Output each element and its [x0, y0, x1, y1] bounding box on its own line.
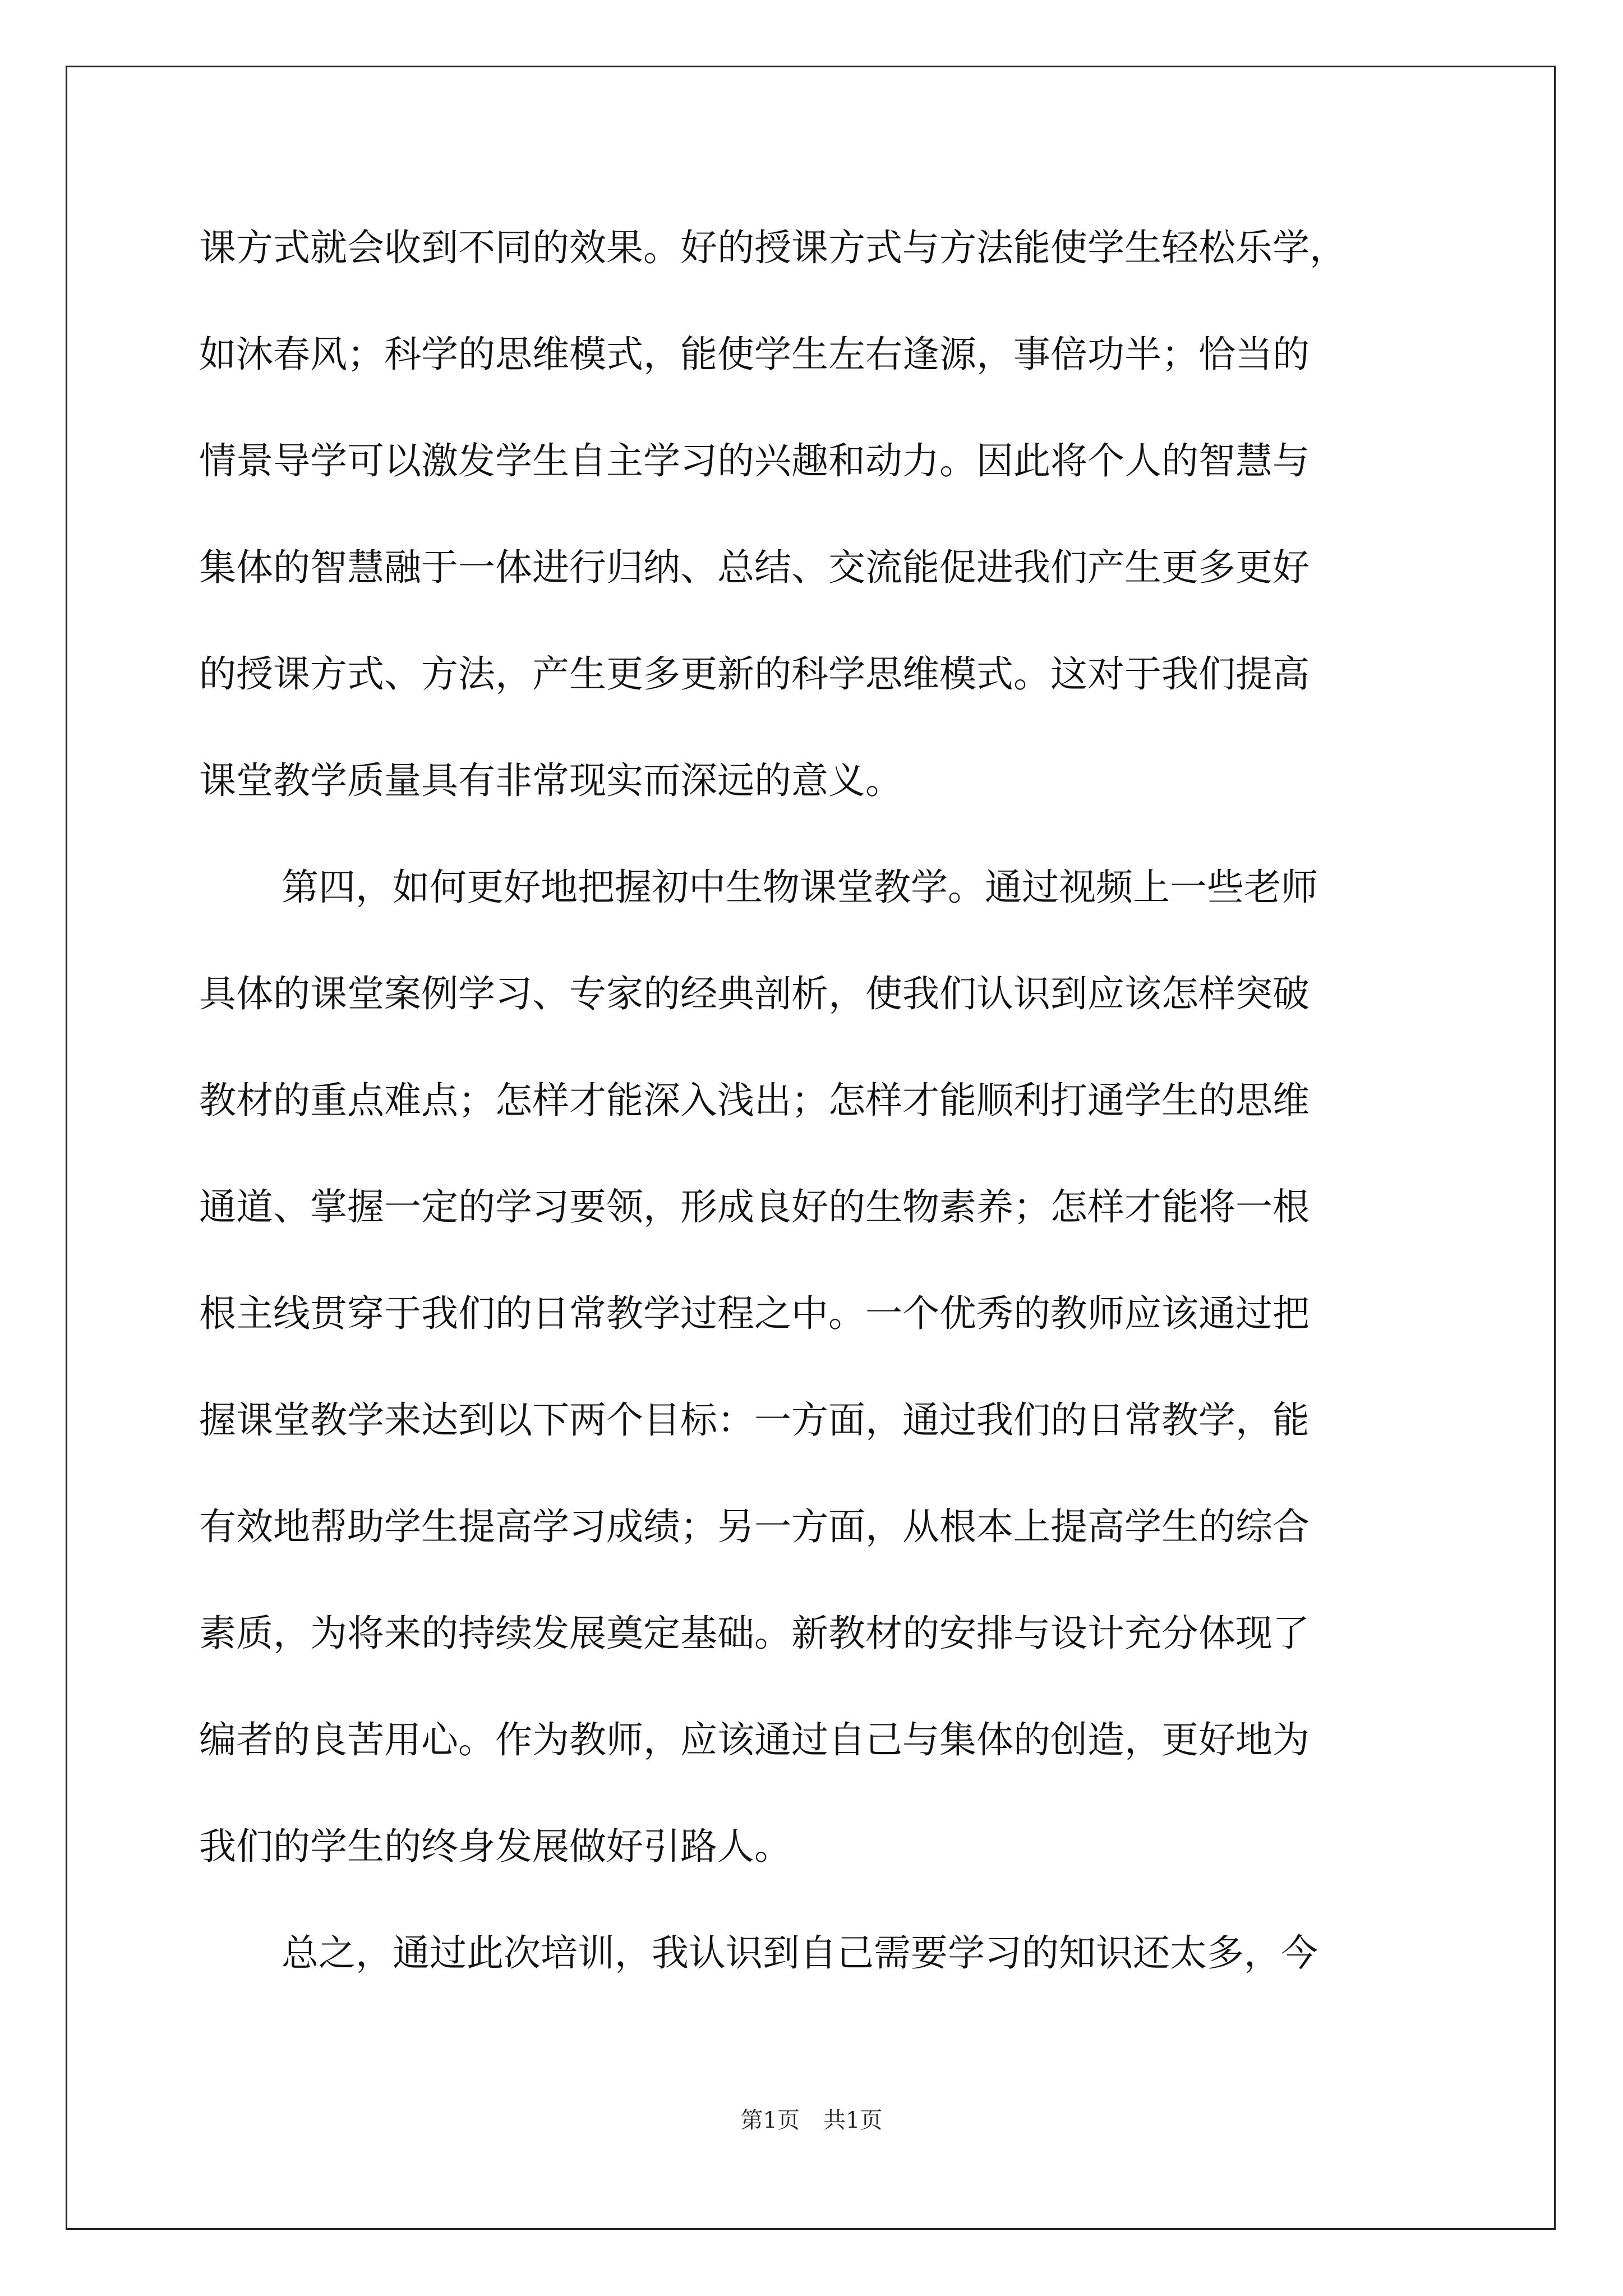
paragraph-first-line: 第四，如何更好地把握初中生物课堂教学。通过视频上一些老师: [282, 866, 1318, 909]
page-total: 共1页: [823, 2108, 883, 2133]
text-line: 编者的良苦用心。作为教师，应该通过自己与集体的创造，更好地为: [199, 1718, 1310, 1761]
text-line: 根主线贯穿于我们的日常教学过程之中。一个优秀的教师应该通过把: [199, 1292, 1310, 1335]
page-border: [66, 66, 1556, 2230]
text-line: 的授课方式、方法，产生更多更新的科学思维模式。这对于我们提高: [199, 652, 1310, 696]
page-number: 第1页: [740, 2108, 800, 2133]
text-line: 通道、掌握一定的学习要领，形成良好的生物素养；怎样才能将一根: [199, 1185, 1310, 1228]
page-footer: [0, 2106, 1623, 2134]
text-line: 素质，为将来的持续发展奠定基础。新教材的安排与设计充分体现了: [199, 1612, 1310, 1655]
text-line: 如沐春风；科学的思维模式，能使学生左右逢源，事倍功半；恰当的: [199, 333, 1310, 376]
text-line: 握课堂教学来达到以下两个目标：一方面，通过我们的日常教学，能: [199, 1398, 1310, 1442]
text-line: 具体的课堂案例学习、专家的经典剖析，使我们认识到应该怎样突破: [199, 972, 1310, 1015]
paragraph-first-line: 总之，通过此次培训，我认识到自己需要学习的知识还太多，今: [282, 1931, 1318, 1975]
text-line: 集体的智慧融于一体进行归纳、总结、交流能促进我们产生更多更好: [199, 546, 1310, 589]
text-line: 教材的重点难点；怎样才能深入浅出；怎样才能顺利打通学生的思维: [199, 1079, 1310, 1122]
text-line: 课堂教学质量具有非常现实而深远的意义。: [199, 759, 902, 802]
text-line: 有效地帮助学生提高学习成绩；另一方面，从根本上提高学生的综合: [199, 1505, 1310, 1548]
text-line: 情景导学可以激发学生自主学习的兴趣和动力。因此将个人的智慧与: [199, 439, 1310, 482]
text-line: 我们的学生的终身发展做好引路人。: [199, 1825, 791, 1868]
text-line: 课方式就会收到不同的效果。好的授课方式与方法能使学生轻松乐学，: [199, 226, 1347, 269]
